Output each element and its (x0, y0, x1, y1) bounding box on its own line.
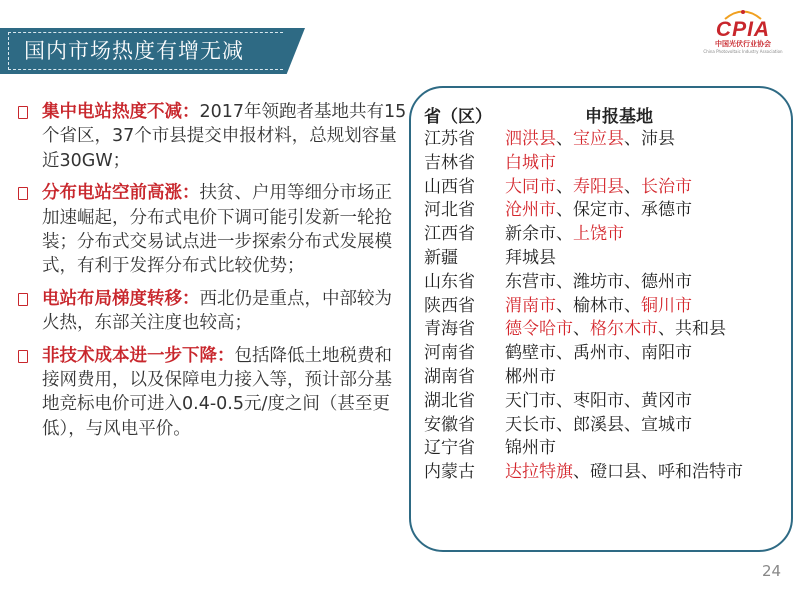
highlighted-base: 寿阳县 (573, 176, 624, 197)
row-bases (505, 367, 556, 387)
highlighted-base: 长治市 (641, 176, 692, 197)
row-province: 山东省 (424, 271, 475, 292)
bullet-square-icon (18, 187, 28, 200)
row-bases (505, 391, 692, 411)
bullet-item (16, 344, 408, 442)
base-text: 、榆林市、 (556, 295, 641, 316)
highlighted-base: 渭南市 (505, 295, 556, 316)
bullet-body: 扶贫、户用等细分市场正加速崛起，分布式电价下调可能引发新一轮抢装；分布式交易试点进一步探索分布式发展模式，有利于发挥分布式比较优势； (42, 183, 392, 277)
table-row (424, 414, 794, 438)
base-text: 天长市、郎溪县、宣城市 (505, 414, 692, 435)
table-row (424, 295, 794, 319)
base-text: 、 (556, 129, 573, 149)
base-text: 、共和县 (658, 319, 726, 340)
base-text: 新余市、 (505, 224, 573, 245)
table-row (424, 342, 794, 366)
slide-title: 国内市场热度有增无减 (24, 39, 244, 63)
row-province: 山西省 (424, 176, 475, 197)
row-bases (505, 248, 556, 268)
bullet-body: 2017年领跑者基地共有15个省区，37个市县提交申报材料，总规划容量近30GW； (42, 102, 407, 171)
header-bases: 申报基地 (585, 107, 653, 127)
row-province: 江西省 (424, 224, 475, 245)
table-row (424, 366, 794, 390)
highlighted-base: 白城市 (505, 152, 556, 173)
row-province: 吉林省 (424, 152, 475, 173)
row-bases (505, 177, 692, 197)
page-number: 24 (762, 562, 782, 580)
bullet-item (16, 181, 408, 279)
row-bases (505, 462, 743, 482)
bullet-heading: 集中电站热度不减： (42, 102, 200, 122)
table-row (424, 247, 794, 271)
table-row (424, 152, 794, 176)
bullet-body: 包括降低土地税费和接网费用，以及保障电力接入等，预计部分基地竞标电价可进入0.4-0.5元/度之间（甚至更低），与风电平价。 (42, 345, 392, 439)
base-text: 郴州市 (505, 366, 556, 387)
row-bases (505, 153, 556, 173)
row-province: 湖北省 (424, 390, 475, 411)
highlighted-base: 德令哈市 (505, 319, 573, 340)
table-row (424, 199, 794, 223)
logo-en-text: China Photovoltaic Industry Association (703, 49, 783, 54)
row-bases (505, 129, 675, 149)
row-bases (505, 319, 726, 339)
row-province: 河北省 (424, 200, 475, 221)
row-bases (505, 200, 692, 220)
base-text: 天门市、枣阳市、黄冈市 (505, 390, 692, 411)
highlighted-base: 泗洪县 (505, 129, 556, 149)
bases-table (424, 106, 794, 485)
table-row (424, 437, 794, 461)
row-province: 内蒙古 (424, 462, 475, 483)
table-header (424, 106, 794, 128)
bullet-heading: 非技术成本进一步下降： (42, 345, 235, 366)
row-province: 青海省 (424, 319, 475, 340)
bullet-heading: 电站布局梯度转移： (42, 288, 200, 309)
highlighted-base: 达拉特旗 (505, 462, 573, 483)
table-row (424, 461, 794, 485)
row-bases (505, 343, 692, 363)
base-text: 、保定市、承德市 (556, 200, 692, 221)
cpia-logo (693, 8, 793, 64)
row-province: 湖南省 (424, 366, 475, 387)
base-text: 、磴口县、呼和浩特市 (573, 462, 743, 483)
row-province: 辽宁省 (424, 438, 475, 459)
highlighted-base: 上饶市 (573, 224, 624, 245)
table-row (424, 176, 794, 200)
table-row (424, 318, 794, 342)
table-row (424, 271, 794, 295)
base-text: 、 (624, 176, 641, 197)
bullet-item (16, 287, 408, 336)
header-province: 省（区） (424, 107, 492, 127)
row-province: 江苏省 (424, 129, 475, 149)
highlighted-base: 宝应县 (573, 129, 624, 149)
highlighted-base: 沧州市 (505, 200, 556, 221)
table-row (424, 223, 794, 247)
bullet-item (16, 100, 408, 173)
row-province: 陕西省 (424, 295, 475, 316)
row-bases (505, 224, 624, 244)
row-province: 新疆 (424, 247, 458, 268)
bullet-list (16, 100, 408, 449)
row-bases (505, 296, 692, 316)
highlighted-base: 格尔木市 (590, 319, 658, 340)
base-text: 拜城县 (505, 247, 556, 268)
row-bases (505, 438, 556, 458)
bullet-square-icon (18, 350, 28, 363)
base-text: 、 (573, 319, 590, 340)
highlighted-base: 铜川市 (641, 295, 692, 316)
base-text: 、沛县 (624, 129, 675, 149)
row-province: 安徽省 (424, 414, 475, 435)
table-body (424, 128, 794, 485)
base-text: 东营市、潍坊市、德州市 (505, 271, 692, 292)
bullet-heading: 分布电站空前高涨： (42, 183, 200, 204)
highlighted-base: 大同市 (505, 176, 556, 197)
base-text: 锦州市 (505, 438, 556, 459)
row-bases (505, 415, 692, 435)
base-text: 鹤壁市、禹州市、南阳市 (505, 343, 692, 364)
bullet-body: 西北仍是重点，中部较为火热，东部关注度也较高； (42, 288, 392, 334)
row-bases (505, 272, 692, 292)
table-row (424, 390, 794, 414)
bullet-square-icon (18, 106, 28, 119)
base-text: 、 (556, 176, 573, 197)
table-row (424, 128, 794, 152)
bullet-square-icon (18, 293, 28, 306)
logo-cn-text: 中国光伏行业协会 (715, 40, 771, 48)
logo-text: CPIA (715, 18, 771, 41)
row-province: 河南省 (424, 343, 475, 364)
